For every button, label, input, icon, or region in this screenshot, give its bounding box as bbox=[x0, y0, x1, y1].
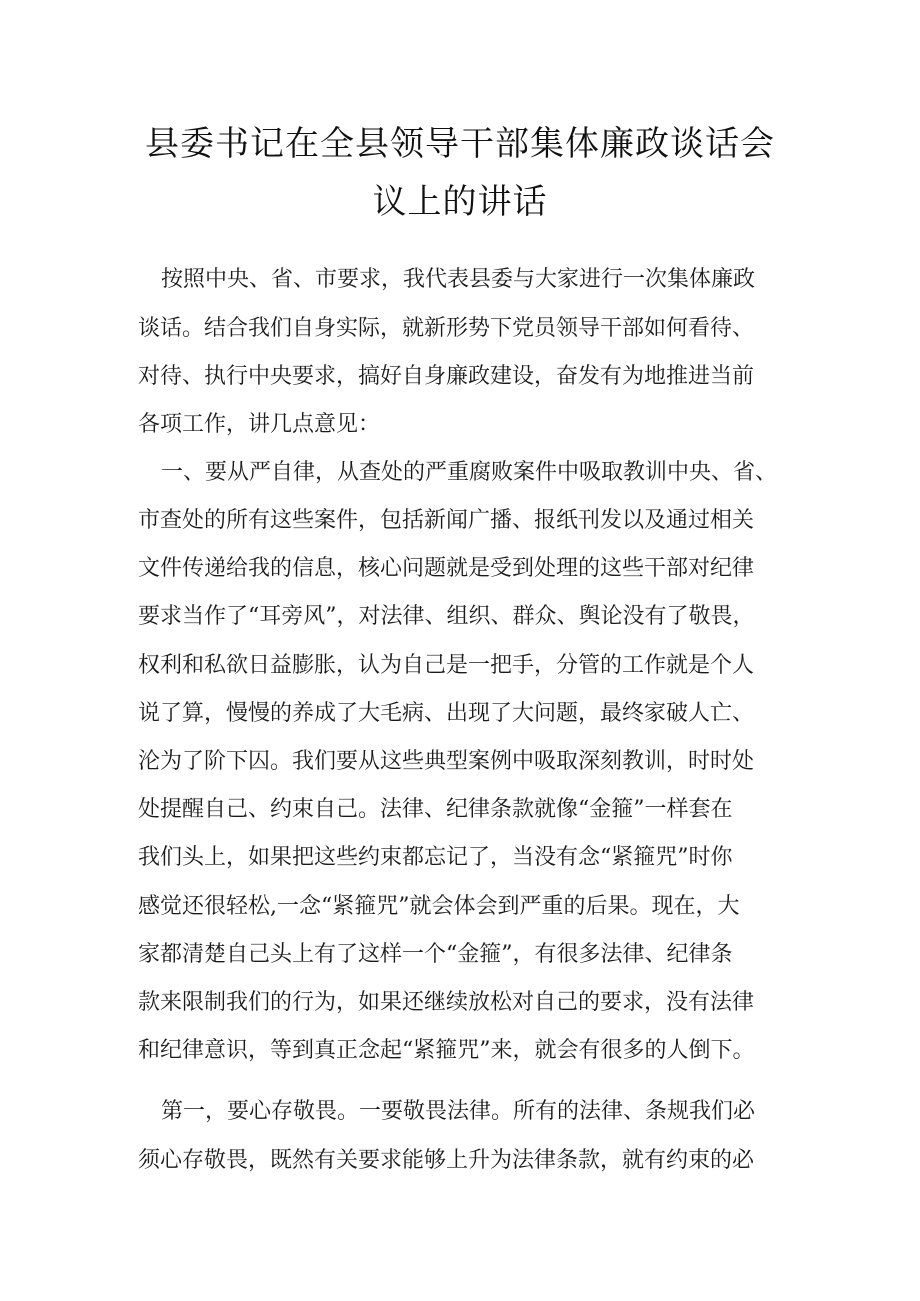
paragraph-2-line-6: 说了算，慢慢的养成了大毛病、出现了大问题，最终家破人亡、 bbox=[138, 701, 755, 726]
paragraph-2-line-9: 我们头上，如果把这些约束都忘记了，当没有念“紧箍咒”时你 bbox=[138, 845, 733, 870]
paragraph-2-line-10: 感觉还很轻松,一念“紧箍咒”就会体会到严重的后果。现在，大 bbox=[138, 894, 740, 919]
paragraph-3-line-2: 须心存敬畏，既然有关要求能够上升为法律条款，就有约束的必 bbox=[138, 1148, 755, 1173]
paragraph-1-line-1: 按照中央、省、市要求，我代表县委与大家进行一次集体廉政 bbox=[161, 267, 756, 292]
paragraph-2-line-5: 权利和私欲日益膨胀，认为自己是一把手，分管的工作就是个人 bbox=[138, 653, 755, 678]
paragraph-1-line-2: 谈话。结合我们自身实际，就新形势下党员领导干部如何看待、 bbox=[138, 316, 755, 341]
paragraph-2-line-2: 市查处的所有这些案件，包括新闻广播、报纸刊发以及通过相关 bbox=[138, 508, 755, 533]
paragraph-2-line-3: 文件传递给我的信息，核心问题就是受到处理的这些干部对纪律 bbox=[138, 556, 755, 581]
paragraph-2-line-7: 沦为了阶下囚。我们要从这些典型案例中吸取深刻教训，时时处 bbox=[138, 749, 755, 774]
paragraph-1-line-3: 对待、执行中央要求，搞好自身廉政建设，奋发有为地推进当前 bbox=[138, 364, 755, 389]
paragraph-2-line-4: 要求当作了“耳旁风”，对法律、组织、群众、舆论没有了敬畏， bbox=[138, 604, 755, 629]
paragraph-2-line-8: 处提醒自己、约束自己。法律、纪律条款就像“金箍”一样套在 bbox=[138, 797, 733, 822]
paragraph-2-line-13: 和纪律意识，等到真正念起“紧箍咒”来，就会有很多的人倒下。 bbox=[138, 1038, 755, 1063]
paragraph-2-line-11: 家都清楚自己头上有了这样一个“金箍”，有很多法律、纪律条 bbox=[138, 942, 733, 967]
paragraph-3-line-1: 第一，要心存敬畏。一要敬畏法律。所有的法律、条规我们必 bbox=[161, 1099, 756, 1124]
paragraph-2-line-12: 款来限制我们的行为，如果还继续放松对自己的要求，没有法律 bbox=[138, 990, 755, 1015]
paragraph-1-line-4: 各项工作，讲几点意见： bbox=[138, 412, 381, 437]
document-title-line-2: 议上的讲话 bbox=[372, 182, 548, 222]
document-title-line-1: 县委书记在全县领导干部集体廉政谈话会 bbox=[145, 124, 775, 164]
paragraph-2-line-1: 一、要从严自律，从查处的严重腐败案件中吸取教训中央、省、 bbox=[161, 460, 778, 485]
